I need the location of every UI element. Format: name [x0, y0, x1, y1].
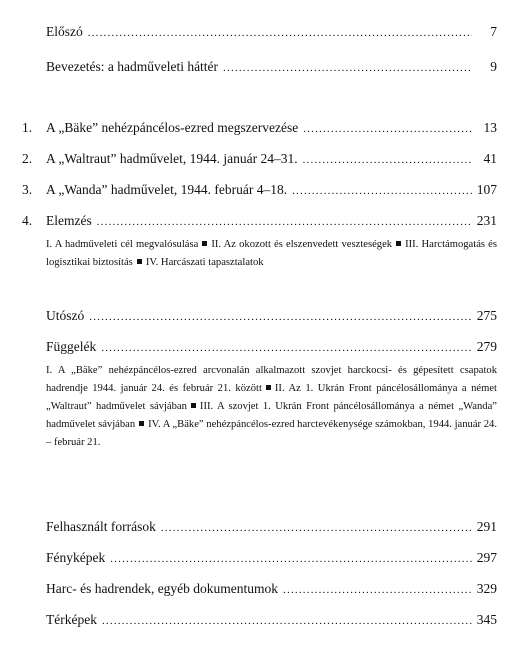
leader-dots [88, 24, 472, 42]
separator-square-icon [139, 421, 144, 426]
toc-entry-page: 291 [476, 519, 497, 534]
toc-entry-page: 9 [490, 59, 497, 74]
chapter-number: 3. [22, 182, 33, 197]
toc-chapter-2 [22, 150, 497, 169]
subsection-item: II. Az okozott és elszenvedett veszteségek [211, 239, 393, 250]
toc-entry-title: A „Bäke” nehézpáncélos-ezred megszervezése [46, 120, 299, 135]
toc-entry-title: Térképek [46, 612, 97, 627]
toc-entry-page: 7 [490, 24, 497, 39]
subsection-item: I. A „Bäke” nehézpáncélos-ezred arcvonalán alkalmazott szovjet harckocsi- és gépesített csapatok hadrendje 1944. január 24. és február 21. között [46, 365, 497, 394]
toc-entry-page: 107 [476, 182, 497, 197]
leader-dots [303, 120, 472, 138]
separator-square-icon [137, 259, 142, 264]
toc-entry-title: Előszó [46, 24, 83, 39]
chapter-4-subsections [46, 236, 497, 272]
separator-square-icon [266, 385, 271, 390]
toc-entry-forrasok [46, 518, 497, 537]
toc-entry-page: 13 [483, 120, 497, 135]
leader-dots [223, 59, 472, 77]
leader-dots [303, 151, 472, 169]
toc-entry-title: Harc- és hadrendek, egyéb dokumentumok [46, 581, 279, 596]
toc-entry-bevezetes [46, 58, 497, 77]
toc-entry-title: Elemzés [46, 213, 92, 228]
separator-square-icon [202, 241, 207, 246]
toc-entry-title: Felhasznált források [46, 519, 156, 534]
toc-entry-hadrendek [46, 580, 497, 599]
toc-chapter-1 [22, 119, 497, 138]
toc-entry-page: 231 [476, 213, 497, 228]
toc-entry-page: 279 [476, 339, 497, 354]
subsection-item: IV. A „Bäke” nehézpáncélos-ezred harctevékenysége számokban, 1944. január 24. – február 21. [46, 419, 497, 448]
toc-entry-page: 275 [476, 308, 497, 323]
toc-entry-title: A „Waltraut” hadművelet, 1944. január 24–31. [46, 151, 298, 166]
toc-entry-eloszo [46, 23, 497, 42]
leader-dots [102, 612, 472, 630]
toc-entry-title: Függelék [46, 339, 97, 354]
toc-entry-utoszo [46, 307, 497, 326]
leader-dots [292, 182, 472, 200]
chapter-number: 1. [22, 120, 33, 135]
toc-entry-page: 345 [476, 612, 497, 627]
toc-entry-title: Fényképek [46, 550, 106, 565]
toc-entry-page: 329 [476, 581, 497, 596]
leader-dots [110, 550, 472, 568]
toc-entry-title: Utószó [46, 308, 85, 323]
toc-chapter-3 [22, 181, 497, 200]
leader-dots [161, 519, 472, 537]
separator-square-icon [191, 403, 196, 408]
leader-dots [101, 339, 472, 357]
subsection-item: II. Az 1. Ukrán Front páncélosállománya a német „Waltraut” hadművelet sávjában [46, 383, 497, 412]
leader-dots [283, 581, 472, 599]
toc-entry-fuggelek [46, 338, 497, 357]
subsection-item: I. A hadműveleti cél megvalósulása [46, 239, 199, 250]
toc-entry-page: 41 [483, 151, 497, 166]
toc-entry-title: Bevezetés: a hadműveleti háttér [46, 59, 219, 74]
toc-entry-title: A „Wanda” hadművelet, 1944. február 4–18. [46, 182, 288, 197]
separator-square-icon [396, 241, 401, 246]
subsection-item: IV. Harcászati tapasztalatok [145, 257, 264, 268]
subsection-item: III. A szovjet 1. Ukrán Front páncélosállománya a német „Wanda” hadművelet sávjában [46, 401, 497, 430]
toc-entry-fenykepek [46, 549, 497, 568]
leader-dots [89, 308, 472, 326]
subsection-item: III. Harctámogatás és logisztikai biztosítás [46, 239, 497, 268]
toc-entry-terkepek [46, 611, 497, 630]
chapter-number: 2. [22, 151, 33, 166]
toc-entry-page: 297 [476, 550, 497, 565]
toc-chapter-4 [22, 212, 497, 231]
appendix-subsections [46, 362, 497, 452]
leader-dots [97, 213, 472, 231]
chapter-number: 4. [22, 213, 33, 228]
